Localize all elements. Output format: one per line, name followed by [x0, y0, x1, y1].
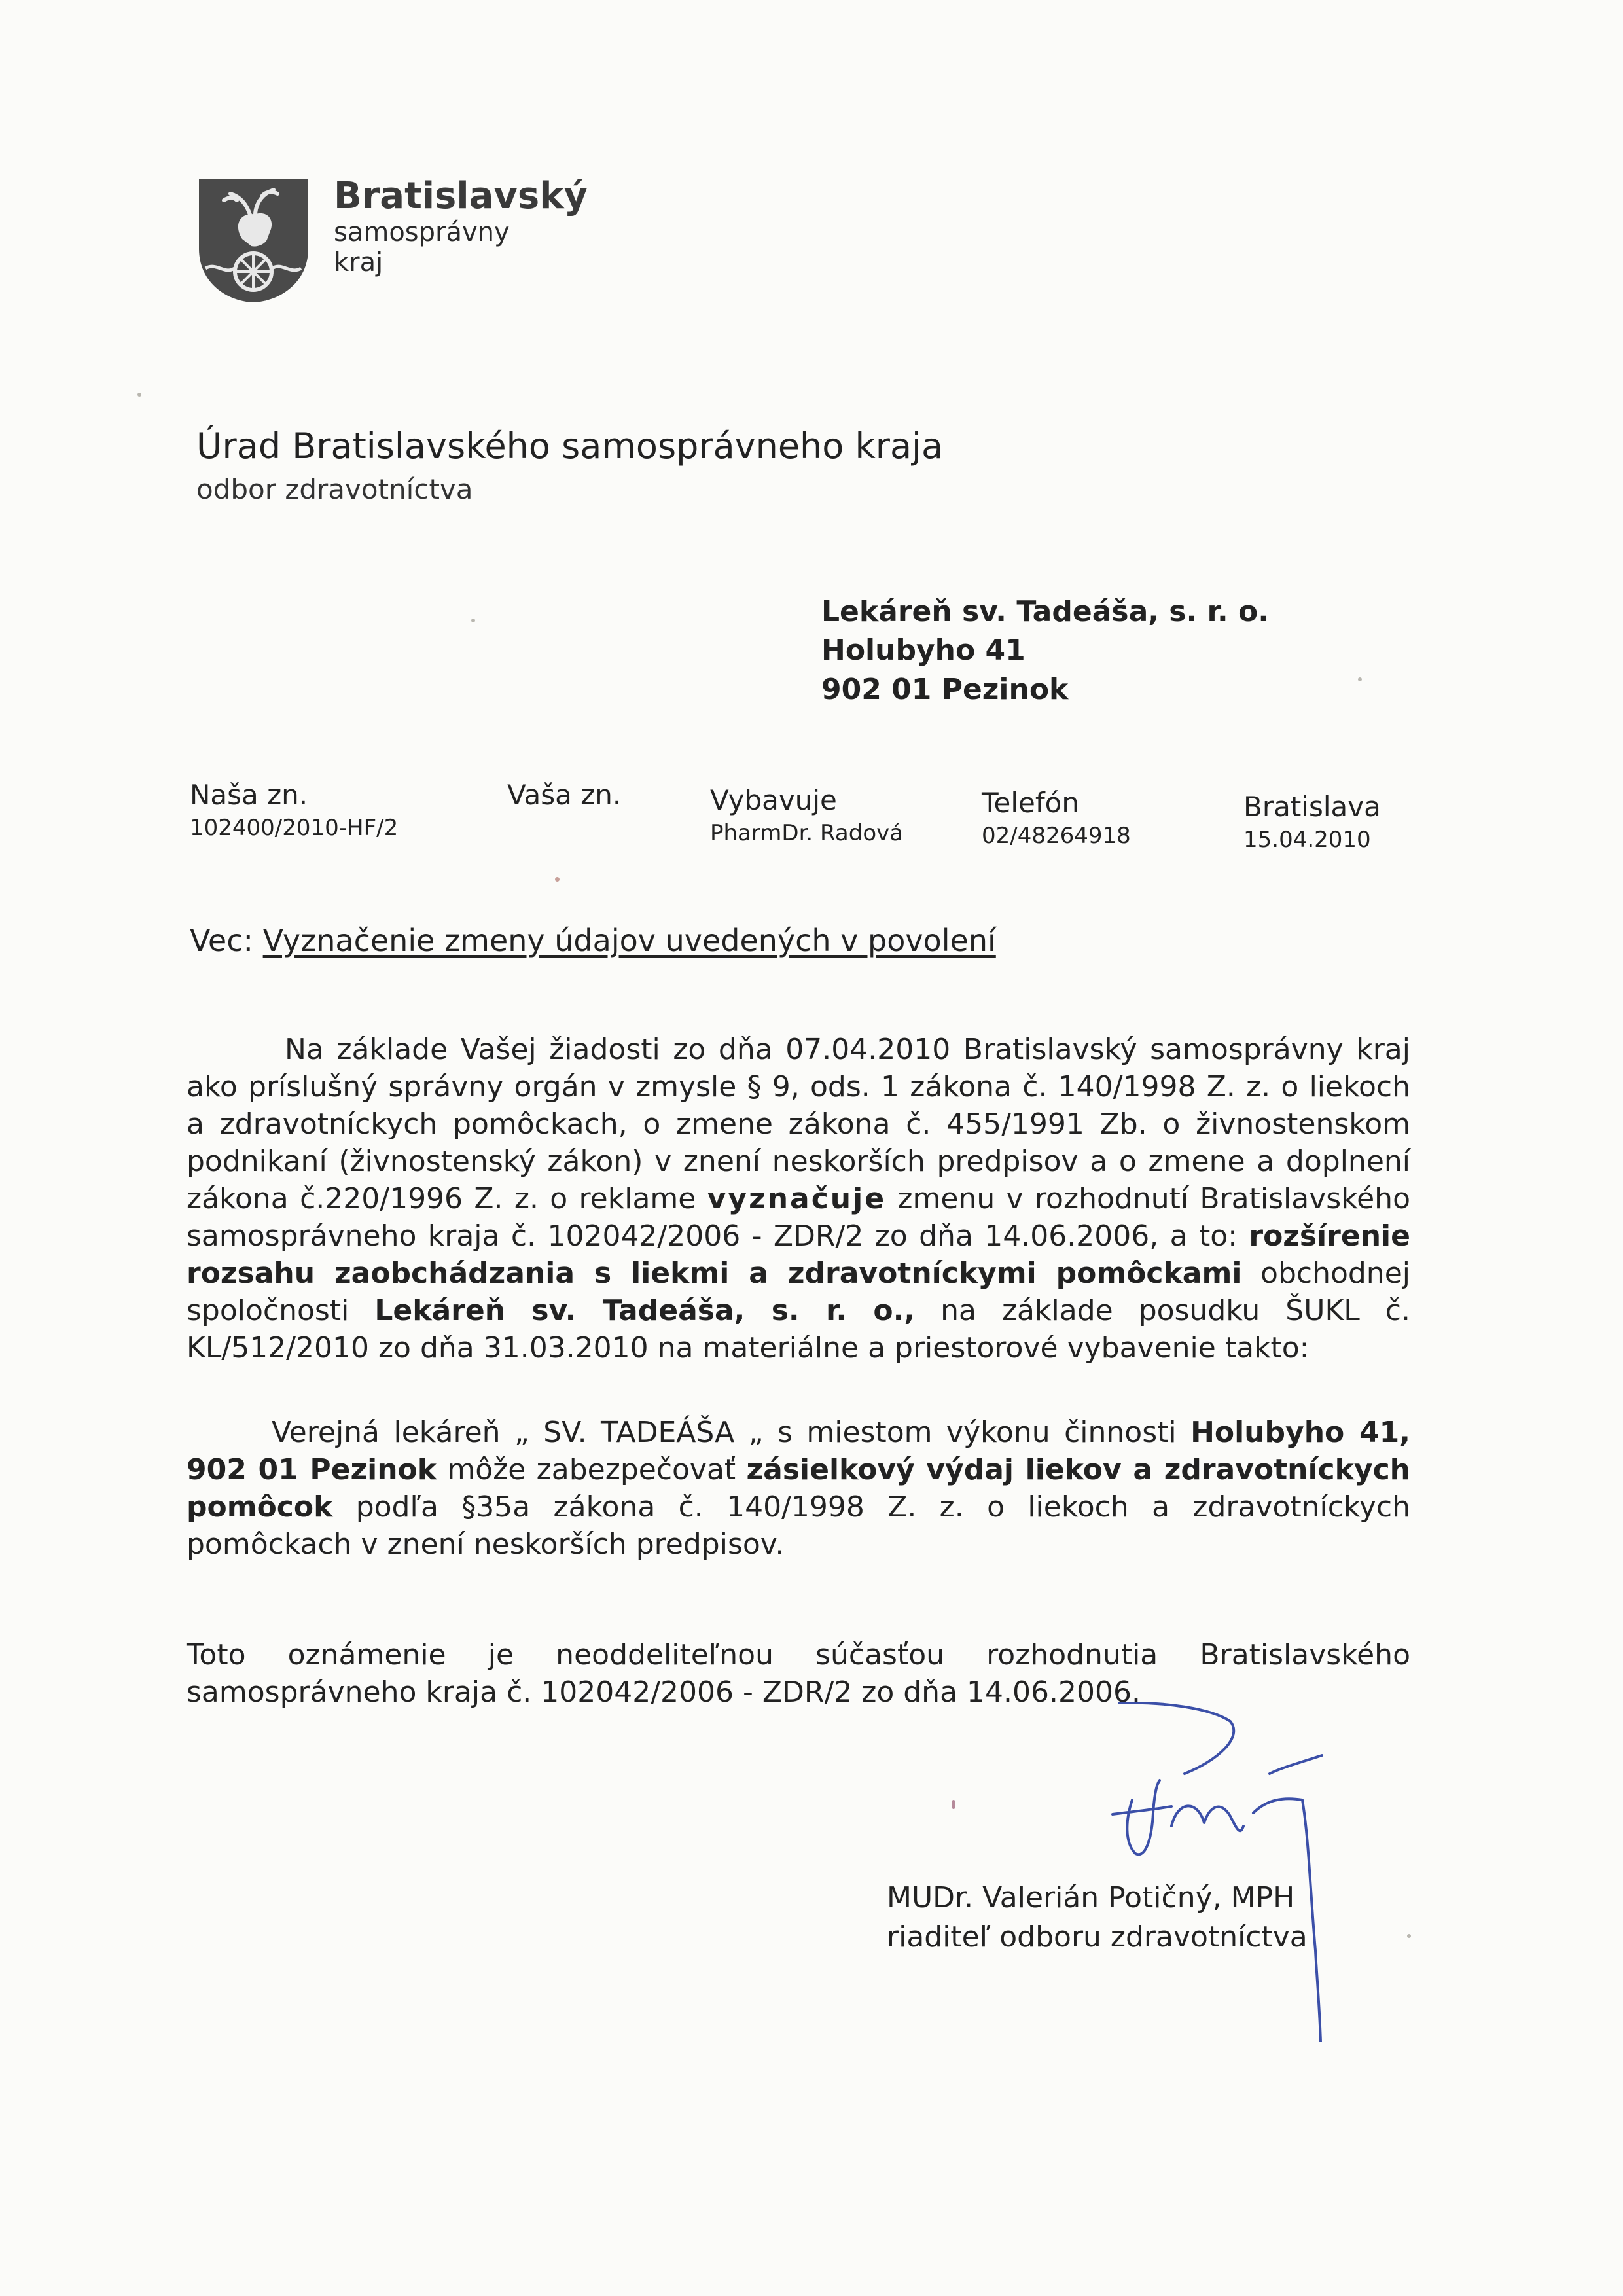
scan-speck [471, 619, 475, 622]
paragraph-text: Na základe Vašej žiadosti zo dňa 07.04.2010 Bratislavský samosprávny kraj ako príslušný správny orgán v zmysle § 9, ods. 1 zákona č. 140/1998 Z. z. o liekoch a zdravotníckych pomôckach, o zmene zákona č. 455/1991 Zb. o živnostenskom podnikaní (živnostenský zákon) v znení neskorších predpisov a o zmene a doplnení zákona č.220/1996 Z. z. o reklame [187, 1033, 1410, 1215]
paragraph-text: obchodnej spoločnosti [187, 1257, 1410, 1327]
recipient-name: Lekáreň sv. Tadeáša, s. r. o. [821, 595, 1269, 628]
logo-line-2: samosprávny [334, 217, 510, 248]
body-paragraph-1 [187, 1031, 1410, 1367]
paragraph-bold: vyznačuje [707, 1182, 887, 1215]
paragraph-bold: Lekáreň sv. Tadeáša, s. r. o., [374, 1294, 916, 1327]
paragraph-bold: Holubyho 41, 902 01 Pezinok [187, 1416, 1410, 1486]
paragraph-text: podľa §35a zákona č. 140/1998 Z. z. o liekoch a zdravotníckych pomôckach v znení neskorších predpisov. [187, 1490, 1410, 1561]
ref-handled-by [710, 784, 903, 846]
logo-line-3: kraj [334, 247, 383, 278]
coat-of-arms-icon [196, 177, 311, 304]
paragraph-bold: rozšírenie rozsahu zaobchádzania s liekmi a zdravotníckymi pomôckami [187, 1219, 1410, 1290]
logo-line-1: Bratislavský [334, 175, 588, 217]
scan-speck [1407, 1934, 1411, 1938]
ref-label: Bratislava [1243, 791, 1381, 823]
body-paragraph-2 [187, 1414, 1410, 1563]
logo-wordmark [334, 175, 588, 278]
ref-value: PharmDr. Radová [710, 820, 904, 846]
office-header [196, 425, 943, 505]
scan-speck [1358, 677, 1362, 681]
ref-label: Vybavuje [710, 784, 837, 816]
paragraph-bold: zásielkový výdaj liekov a zdravotníckych pomôcok [187, 1453, 1410, 1524]
paragraph-text: na základe posudku ŠUKL č. KL/512/2010 zo dňa 31.03.2010 na materiálne a priestorové vybavenie takto: [187, 1294, 1410, 1365]
office-title: Úrad Bratislavského samosprávneho kraja [196, 425, 944, 467]
signatory-name: MUDr. Valerián Potičný, MPH [887, 1881, 1295, 1914]
ref-value: 02/48264918 [982, 823, 1131, 849]
ref-phone [982, 787, 1131, 849]
scan-speck [555, 877, 560, 882]
recipient-address [821, 592, 1269, 709]
paragraph-text: Verejná lekáreň „ SV. TADEÁŠA „ s miestom výkonu činnosti [272, 1416, 1177, 1449]
subject-title: Vyznačenie zmeny údajov uvedených v povolení [262, 923, 996, 958]
office-department: odbor zdravotníctva [196, 473, 473, 505]
recipient-street: Holubyho 41 [821, 634, 1026, 668]
paragraph-text: môže zabezpečovať [447, 1453, 736, 1486]
signatory-title: riaditeľ odboru zdravotníctva [887, 1920, 1308, 1954]
ref-label: Vaša zn. [507, 779, 622, 811]
signatory-block [887, 1878, 1308, 1957]
ref-your-number [507, 779, 621, 815]
body-paragraph-3: Toto oznámenie je neoddeliteľnou súčasťou rozhodnutia Bratislavského samosprávneho kraja č. 102042/2006 - ZDR/2 zo dňa 14.06.2006. [187, 1638, 1410, 1709]
ref-value: 102400/2010-HF/2 [190, 815, 399, 841]
scan-speck [952, 1800, 955, 1809]
ref-place-date [1243, 791, 1381, 853]
recipient-city: 902 01 Pezinok [821, 672, 1069, 706]
subject-prefix: Vec: [190, 923, 253, 958]
scan-speck [137, 393, 141, 397]
paragraph-text: zmenu v rozhodnutí Bratislavského samosprávneho kraja č. 102042/2006 - ZDR/2 zo dňa 14.06.2006, a to: [187, 1182, 1410, 1253]
ref-value: 15.04.2010 [1243, 827, 1371, 853]
handwritten-signature-icon [1106, 1702, 1381, 2042]
ref-label: Telefón [982, 787, 1079, 819]
subject-line [190, 923, 996, 958]
ref-our-number [190, 779, 398, 841]
ref-label: Naša zn. [190, 779, 308, 811]
